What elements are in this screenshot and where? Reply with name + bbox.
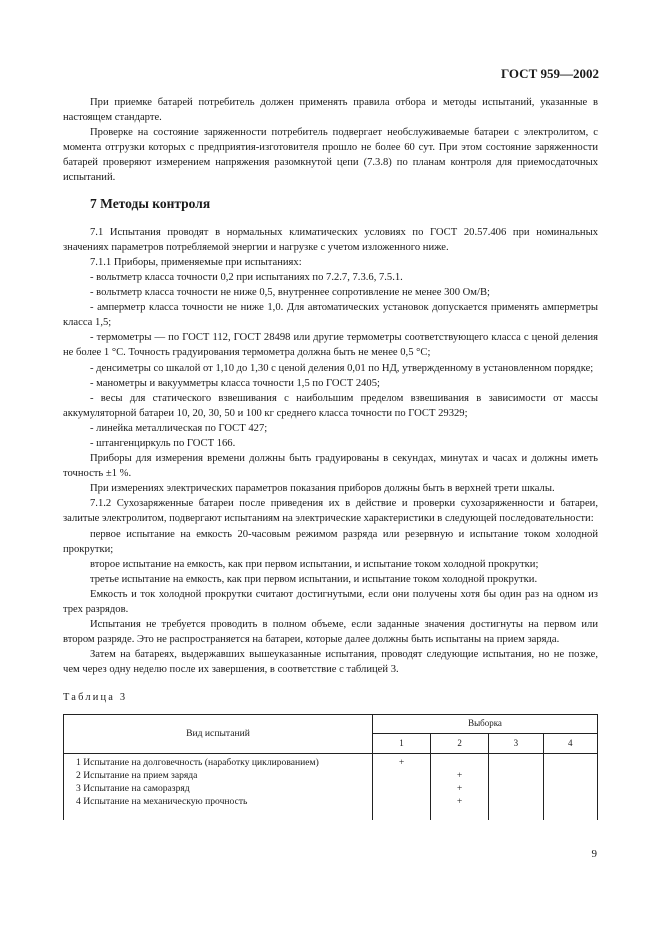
paragraph: Испытания не требуется проводить в полном объеме, если заданные значения достигнуты на первом или втором разряде. Это не распространяется на батареи, которые далее должны быть испытаны на прием заряда. [63, 619, 598, 646]
test-mark [377, 782, 426, 795]
test-mark [377, 769, 426, 782]
tests-table [63, 714, 598, 820]
table-header-row [64, 714, 598, 734]
list-item: - вольтметр класса точности не ниже 0,5, внутреннее сопротивление не менее 300 Ом/В; [90, 287, 490, 299]
test-mark [548, 756, 593, 769]
test-label: 1 Испытание на долговечность (наработку циклированием) [76, 756, 319, 768]
test-mark [493, 782, 538, 795]
list-item: - вольтметр класса точности 0,2 при испытаниях по 7.2.7, 7.3.6, 7.5.1. [90, 271, 403, 283]
test-mark [548, 769, 593, 782]
table-title: Таблица 3 [63, 692, 128, 704]
sample-number: 4 [543, 734, 597, 754]
sample-4-cell [543, 753, 597, 820]
paragraph: второе испытание на емкость, как при первом испытании, и испытание током холодной прокрутки; [90, 558, 539, 570]
column-header-kind: Вид испытаний [64, 714, 373, 753]
test-mark: + [456, 795, 463, 807]
paragraph: Затем на батареях, выдержавших вышеуказанные испытания, проводят следующие испытания, но не позже, чем через одну неделю после их завершения, в соответствие с таблицей 3. [63, 649, 598, 676]
list-item: - линейка металлическая по ГОСТ 427; [90, 422, 268, 434]
sample-number: 1 [373, 734, 431, 754]
list-item: - амперметр класса точности не ниже 1,0. Для автоматических установок допускается применять амперметры класса 1,5; [63, 302, 598, 329]
paragraph: Емкость и ток холодной прокрутки считают достигнутыми, если они получены хотя бы один раз на одном из трех разрядов. [63, 588, 598, 615]
list-item: - штангенциркуль по ГОСТ 166. [90, 437, 236, 449]
intro-paragraph: При приемке батарей потребитель должен применять правила отбора и методы испытаний, указанные в настоящем стандарте. [63, 97, 598, 124]
list-item: - денсиметры со шкалой от 1,10 до 1,30 с ценой деления 0,01 по НД, утвержденному в установленном порядке; [90, 362, 594, 374]
test-mark [435, 756, 484, 769]
paragraph: первое испытание на емкость 20-часовым режимом разряда или резервную и испытание током холодной прокрутки; [63, 528, 598, 555]
tests-cell [64, 753, 373, 820]
paragraph: 7.1 Испытания проводят в нормальных климатических условиях по ГОСТ 20.57.406 при номинальных значениях параметров потребляемой энергии и нагрузке с учетом изложенного ниже. [63, 226, 598, 253]
paragraph: 7.1.1 Приборы, применяемые при испытаниях: [90, 256, 302, 268]
page-number: 9 [591, 848, 597, 860]
sample-2-cell [431, 753, 489, 820]
paragraph: 7.1.2 Сухозаряженные батареи после приведения их в действие и проверки сухозаряженности и батареи, залитые электролитом, подвергают испытаниям на электрические характеристики в следующей последовательности: [63, 498, 598, 525]
test-mark: + [456, 782, 463, 794]
test-mark [548, 795, 593, 808]
list-item: - термометры — по ГОСТ 112, ГОСТ 28498 или другие термометры соответствующего класса с ценой деления не более 1 °С. Точность градуирования термометра должна быть не менее 0,5 °С; [63, 332, 598, 359]
test-label: 3 Испытание на саморазряд [76, 782, 190, 794]
paragraph: При измерениях электрических параметров показания приборов должны быть в верхней трети шкалы. [90, 483, 555, 495]
test-mark [493, 769, 538, 782]
sample-number: 3 [489, 734, 543, 754]
paragraph: третье испытание на емкость, как при первом испытании, и испытание током холодной прокрутки. [90, 573, 538, 585]
test-label: 4 Испытание на механическую прочность [76, 795, 248, 807]
test-mark: + [398, 756, 405, 768]
document-body [63, 95, 598, 820]
test-mark [493, 756, 538, 769]
standard-header: ГОСТ 959—2002 [500, 66, 599, 81]
test-mark [377, 795, 426, 808]
test-mark [548, 782, 593, 795]
list-item: - весы для статического взвешивания с наибольшим пределом взвешивания в зависимости от массы аккумуляторной батареи 10, 20, 30, 50 и 100 кг среднего класса точности по ГОСТ 29329; [63, 392, 598, 419]
paragraph: Приборы для измерения времени должны быть градуированы в секундах, минутах и часах и должны иметь точность ±1 %. [63, 453, 598, 480]
list-item: - манометры и вакуумметры класса точности 1,5 по ГОСТ 2405; [90, 377, 380, 389]
sample-1-cell [373, 753, 431, 820]
table-body-row [64, 753, 598, 820]
sample-3-cell [489, 753, 543, 820]
column-header-sample: Выборка [373, 714, 598, 734]
section-title: 7 Методы контроля [90, 195, 211, 211]
test-label: 2 Испытание на прием заряда [76, 769, 198, 781]
sample-number: 2 [431, 734, 489, 754]
intro-paragraph: Проверке на состояние заряженности потребитель подвергает необслуживаемые батареи с электролитом, с момента отгрузки которых с предприятия-изготовителя прошло не более 60 сут. При этом состояние заряженности батарей проверяют измерением напряжения разомкнутой цепи (7.3.8) по планам контроля для приемосдаточных испытаний. [63, 127, 598, 184]
test-mark: + [456, 769, 463, 781]
test-mark [493, 795, 538, 808]
